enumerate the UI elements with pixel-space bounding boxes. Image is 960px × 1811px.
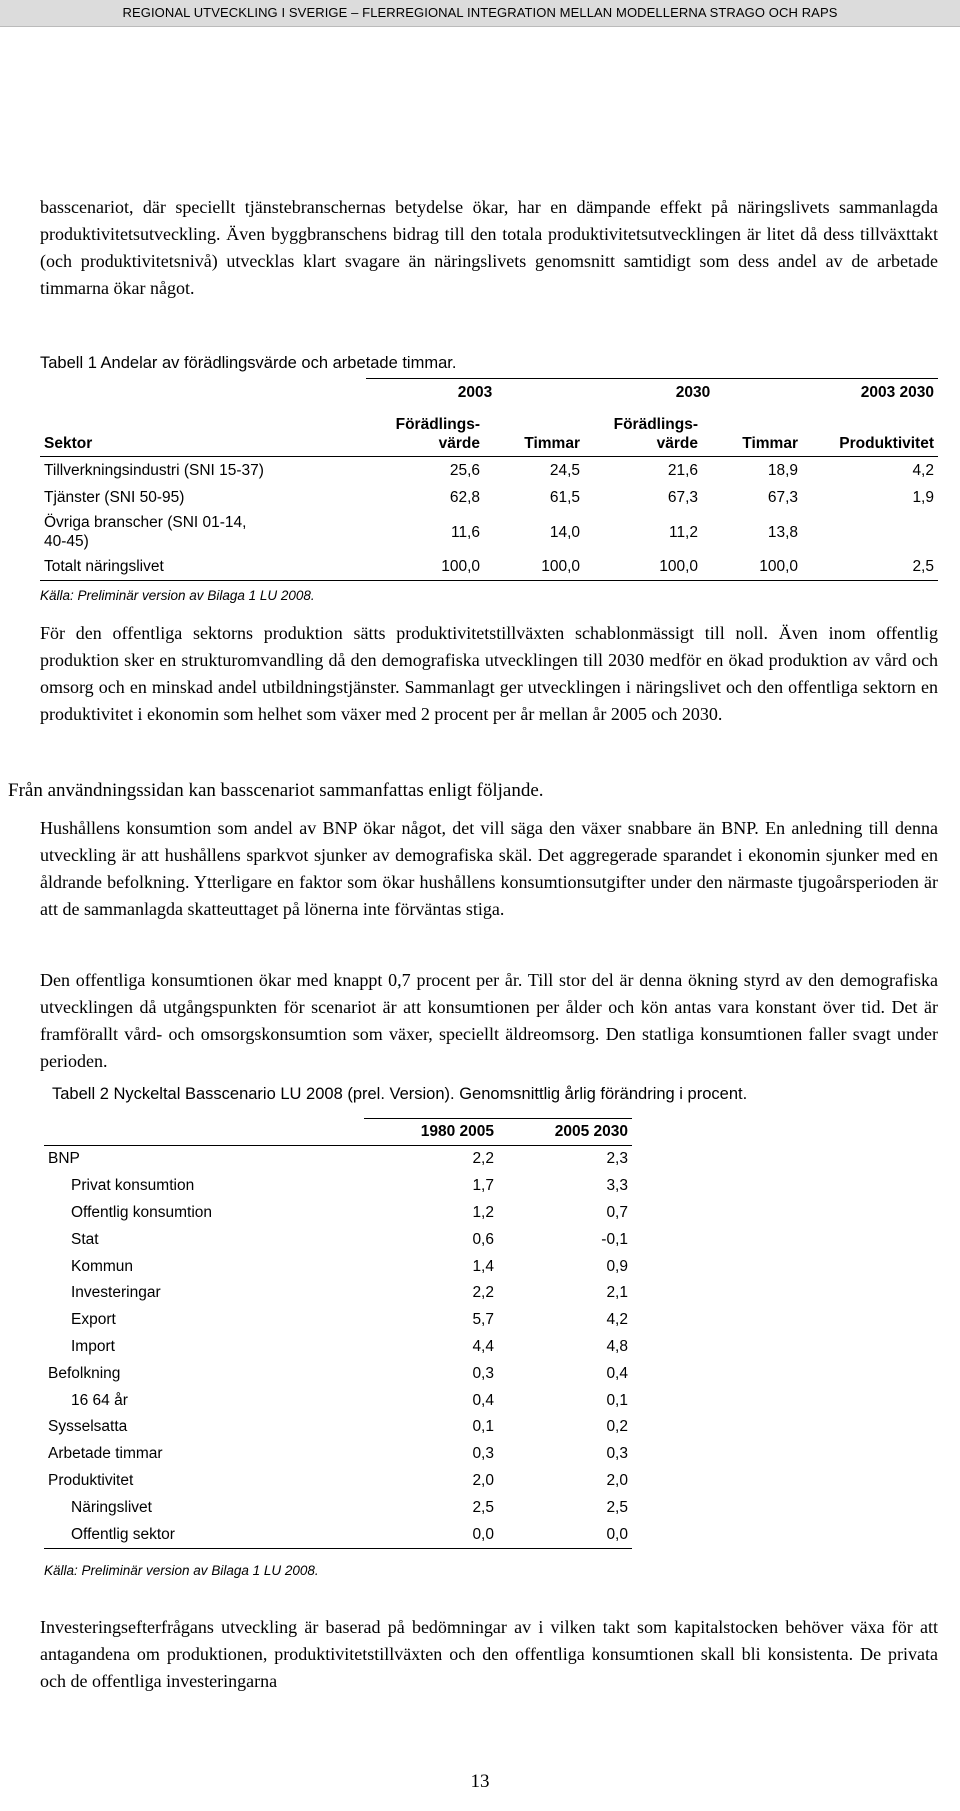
table-row [44,1494,632,1521]
cell-2005-2030: 0,4 [606,1364,628,1382]
cell-1980-2005: 5,7 [472,1311,494,1329]
header-va-2030: Förädlings- värde [584,407,702,457]
row-label: Tjänster (SNI 50-95) [44,488,185,506]
cell-timmar-2003: 24,5 [549,461,580,479]
cell-timmar-2030: 18,9 [767,461,798,479]
row-label: Tillverkningsindustri (SNI 15-37) [44,461,264,479]
cell-produktivitet: 2,5 [802,553,938,581]
cell-2005-2030: 0,3 [606,1445,628,1463]
row-label: Investeringar [71,1284,161,1302]
table1-source: Källa: Preliminär version av Bilaga 1 LU 2008. [40,588,315,603]
row-label: Näringslivet [71,1498,152,1516]
paragraph-productivity: basscenariot, där speciellt tjänstebranschernas betydelse ökar, har en dämpande effekt på näringslivets sammanlagda produktivitetsutveckling. Även byggbranschens bidrag till den totala produktivitetsutvecklingen är litet då dess tillväxttakt (och produktivitetsnivå) utvecklas klart svagare än näringslivets genomsnitt samtidigt som dess andel av de arbetade timmarna ökar något. [40,197,938,298]
cell-1980-2005: 2,2 [472,1150,494,1168]
cell-va-2030: 11,2 [668,523,698,541]
paragraph-investment: Investeringsefterfrågans utveckling är baserad på bedömningar av i vilken takt som kapitalstocken behöver växa för att antagandena om produktionen, produktivitetstillväxten och den offentliga konsumtionen skall bli konsistenta. De privata och de offentliga investeringarna [40,1617,938,1691]
row-label: Offentlig konsumtion [71,1203,213,1221]
table2-caption: Tabell 2 Nyckeltal Basscenario LU 2008 (prel. Version). Genomsnittlig årlig förändring i procent. [52,1085,748,1103]
cell-2005-2030: 2,0 [606,1471,628,1489]
header-blank [44,1119,364,1146]
cell-timmar-2030: 67,3 [767,488,798,506]
table-row [44,1307,632,1334]
cell-va-2030: 67,3 [667,488,698,506]
cell-2005-2030: 3,3 [606,1177,628,1195]
row-label: Totalt näringslivet [40,553,366,581]
table-row [44,1253,632,1280]
cell-1980-2005: 2,0 [472,1471,494,1489]
table-row [44,1200,632,1227]
cell-produktivitet: 1,9 [912,488,934,506]
row-label: Befolkning [48,1364,121,1382]
cell-va-2030: 21,6 [667,461,698,479]
row-label: Stat [71,1230,99,1248]
cell-timmar-2030: 100,0 [702,553,802,581]
row-label: Import [71,1337,115,1355]
row-label: BNP [48,1150,80,1168]
cell-va-2003: 25,6 [449,461,480,479]
cell-1980-2005: 0,0 [364,1521,498,1548]
header-sektor: Sektor [40,407,366,457]
running-header: REGIONAL UTVECKLING I SVERIGE – FLERREGIONAL INTEGRATION MELLAN MODELLERNA STRAGO OCH RAPS [0,0,960,27]
cell-va-2030: 100,0 [584,553,702,581]
row-label: Export [71,1311,116,1329]
table-row [44,1387,632,1414]
cell-produktivitet [802,511,938,553]
cell-2005-2030: 2,3 [606,1150,628,1168]
cell-2005-2030: 2,1 [606,1284,628,1302]
row-label: Offentlig sektor [44,1521,364,1548]
table-row [44,1226,632,1253]
table-row [44,1146,632,1173]
header-year-2030: 2030 [584,379,802,408]
cell-timmar-2003: 14,0 [549,523,580,541]
cell-timmar-2030: 13,8 [767,523,798,541]
cell-2005-2030: 0,7 [606,1203,628,1221]
cell-va-2003: 100,0 [366,553,484,581]
cell-2005-2030: 0,1 [606,1391,628,1409]
row-label: Övriga branscher (SNI 01-14, 40-45) [44,514,247,550]
row-label: 16 64 år [71,1391,128,1409]
cell-1980-2005: 0,4 [472,1391,494,1409]
paragraph-demand-intro: Från användningssidan kan basscenariot sammanfattas enligt följande. [8,780,544,801]
cell-va-2003: 62,8 [449,488,480,506]
header-timmar-2030: Timmar [702,407,802,457]
table2-source: Källa: Preliminär version av Bilaga 1 LU 2008. [44,1563,319,1578]
paragraph-household-consumption: Hushållens konsumtion som andel av BNP ökar något, det vill säga den växer snabbare än BNP. En anledning till denna utveckling är att hushållens sparkvot sjunker av demografiska skäl. Det aggregerade sparandet i ekonomin sjunker med en åldrande befolkning. Ytterligare en faktor som ökar hushållens konsumtionsutgifter under den närmaste tjugoårsperioden är att de sammanlagda skatteuttaget på lönerna inte förväntas stiga. [40,818,938,919]
cell-1980-2005: 0,1 [472,1418,494,1436]
table-row [40,484,938,511]
cell-2005-2030: 0,0 [498,1521,632,1548]
table-row [44,1414,632,1441]
cell-va-2003: 11,6 [450,523,480,541]
cell-1980-2005: 0,3 [472,1364,494,1382]
header-period-2005-2030: 2005 2030 [498,1119,632,1146]
cell-1980-2005: 1,4 [472,1257,494,1275]
table-row [44,1334,632,1361]
table-key-figures [44,1118,632,1549]
cell-2005-2030: 0,9 [606,1257,628,1275]
cell-2005-2030: -0,1 [601,1230,628,1248]
cell-2005-2030: 4,8 [606,1337,628,1355]
header-period-1980-2005: 1980 2005 [364,1119,498,1146]
table-row [44,1173,632,1200]
header-produktivitet: Produktivitet [802,407,938,457]
cell-1980-2005: 0,6 [472,1230,494,1248]
table-row [40,553,938,581]
header-timmar-2003: Timmar [484,407,584,457]
table-sector-shares [40,378,938,581]
cell-1980-2005: 1,2 [472,1203,494,1221]
row-label: Produktivitet [48,1471,134,1489]
paragraph-public-consumption: Den offentliga konsumtionen ökar med knappt 0,7 procent per år. Till stor del är denna ökning styrd av den demografiska utvecklingen då utgångspunkten för scenariot är att konsumtionen per ålder och kön antas vara konstant över tid. Det är framförallt vård- och omsorgskonsumtion som växer, speciellt äldreomsorg. Den statliga konsumtionen faller svagt under perioden. [40,970,938,1071]
table-row [44,1468,632,1495]
header-va-2003: Förädlings- värde [366,407,484,457]
cell-2005-2030: 2,5 [606,1498,628,1516]
cell-1980-2005: 1,7 [472,1177,494,1195]
cell-timmar-2003: 61,5 [549,488,580,506]
cell-1980-2005: 4,4 [472,1337,494,1355]
table-row [44,1280,632,1307]
row-label: Privat konsumtion [71,1177,195,1195]
header-blank [40,379,366,408]
table1-caption: Tabell 1 Andelar av förädlingsvärde och arbetade timmar. [40,354,457,372]
cell-2005-2030: 0,2 [606,1418,628,1436]
page-number: 13 [470,1771,490,1792]
cell-1980-2005: 0,3 [472,1445,494,1463]
cell-1980-2005: 2,2 [472,1284,494,1302]
cell-1980-2005: 2,5 [472,1498,494,1516]
table-row [40,511,938,553]
header-year-range: 2003 2030 [802,379,938,408]
table-row [44,1441,632,1468]
paragraph-public-sector: För den offentliga sektorns produktion sätts produktivitetstillväxten schablonmässigt till noll. Även inom offentlig produktion sker en strukturomvandling då den demografiska utvecklingen till 2030 medför en ökad produktion av vård och omsorg och en minskad andel utbildningstjänster. Sammanlagt ger utvecklingen i näringslivet och den offentliga sektorn en produktivitet i ekonomin som helhet som växer med 2 procent per år mellan år 2005 och 2030. [40,623,938,724]
row-label: Arbetade timmar [48,1445,163,1463]
row-label: Sysselsatta [48,1418,128,1436]
table-row [44,1521,632,1548]
cell-produktivitet: 4,2 [912,461,934,479]
header-year-2003: 2003 [366,379,584,408]
cell-timmar-2003: 100,0 [484,553,584,581]
row-label: Kommun [71,1257,134,1275]
table-row [40,457,938,485]
cell-2005-2030: 4,2 [606,1311,628,1329]
table-row [44,1360,632,1387]
